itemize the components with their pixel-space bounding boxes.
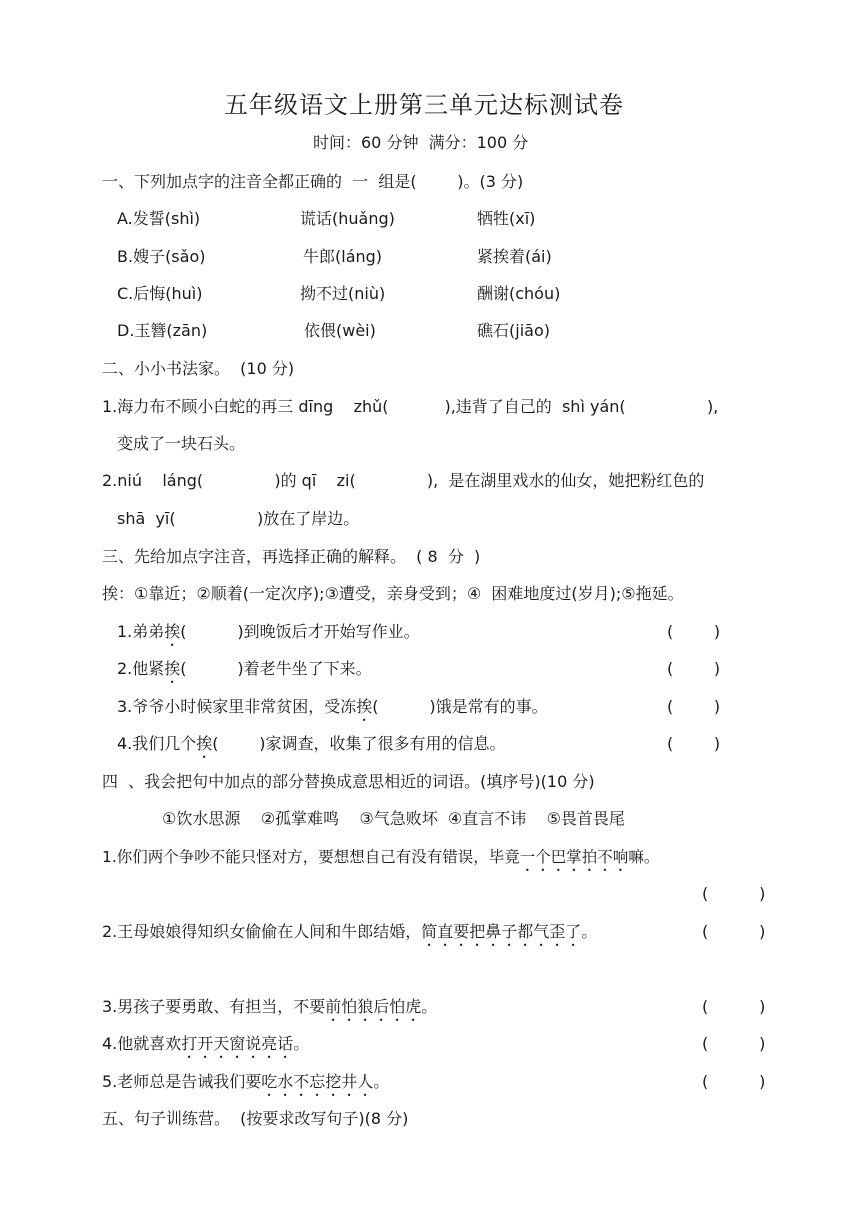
s2-question-1-line-1: 1.海力布不顾小白蛇的再三 dīng zhǔ( ),违背了自己的 shì yán( ), <box>102 397 719 416</box>
s2-question-2-line-1: 2.niú láng( )的 qī zi( ), 是在湖里戏水的仙女，她把粉红色的 <box>102 471 705 490</box>
s2-question-2-line-2: shā yī( )放在了岸边。 <box>117 509 360 528</box>
s4-item: 5.老师总是告诫我们要吃水不忘挖井人。 <box>102 1072 390 1091</box>
s4-answer-blank[interactable]: ( ) <box>702 1034 766 1053</box>
s3-item: 4.我们几个挨( )家调查，收集了很多有用的信息。 <box>117 734 506 753</box>
s4-answer-blank[interactable]: ( ) <box>702 997 766 1016</box>
s4-idiom-options: ①饮水思源 ②孤掌难鸣 ③气急败坏 ④直言不讳 ⑤畏首畏尾 <box>162 809 625 828</box>
s4-item: 4.他就喜欢打开天窗说亮话。 <box>102 1034 310 1053</box>
s3-answer-blank[interactable]: ( ) <box>667 622 721 641</box>
section-2-header: 二、小小书法家。 (10 分) <box>102 359 295 378</box>
s3-item: 3.爷爷小时候家里非常贫困，受冻挨( )饿是常有的事。 <box>117 697 548 716</box>
s1-option-a-3: 牺牲(xī) <box>477 209 536 228</box>
s4-item: 1.你们两个争吵不能只怪对方，要想想自己有没有错误，毕竟一个巴掌拍不响嘛。 <box>102 848 660 866</box>
s4-answer-blank[interactable]: ( ) <box>702 922 766 941</box>
s3-answer-blank[interactable]: ( ) <box>667 697 721 716</box>
s1-option-b-2: 牛郎(láng) <box>303 247 383 266</box>
s1-option-d-3: 礁石(jiāo) <box>477 321 550 340</box>
section-4-header: 四 、我会把句中加点的部分替换成意思相近的词语。(填序号)(10 分) <box>102 772 595 791</box>
s3-answer-blank[interactable]: ( ) <box>667 659 721 678</box>
s1-option-d-1: D.玉簪(zān) <box>117 321 208 340</box>
page-subtitle: 时间：60 分钟 满分：100 分 <box>313 133 529 152</box>
s1-option-c-3: 酬谢(chóu) <box>477 284 561 303</box>
s4-answer-blank[interactable]: ( ) <box>702 1072 766 1091</box>
s1-option-d-2: 依偎(wèi) <box>304 321 376 340</box>
s1-option-a-2: 谎话(huǎng) <box>300 209 395 228</box>
s3-item: 1.弟弟挨( )到晚饭后才开始写作业。 <box>117 622 420 641</box>
s3-definitions: 挨：①靠近；②顺着(一定次序);③遭受，亲身受到；④ 困难地度过(岁月);⑤拖延。 <box>102 584 684 603</box>
page-title: 五年级语文上册第三单元达标测试卷 <box>224 91 624 119</box>
section-5-header: 五、句子训练营。 (按要求改写句子)(8 分) <box>102 1109 409 1128</box>
section-1-header: 一、下列加点字的注音全都正确的 一 组是( )。(3 分) <box>102 172 524 191</box>
s1-option-a-1: A.发誓(shì) <box>117 209 201 228</box>
s1-option-b-1: B.嫂子(sǎo) <box>117 247 206 266</box>
s1-option-c-2: 拗不过(niù) <box>300 284 386 303</box>
s1-option-b-3: 紧挨着(ái) <box>477 247 552 266</box>
s1-option-c-1: C.后悔(huì) <box>117 284 203 303</box>
s2-question-1-line-2: 变成了一块石头。 <box>117 434 246 453</box>
s3-item: 2.他紧挨( )着老牛坐了下来。 <box>117 659 372 678</box>
s4-answer-blank[interactable]: ( ) <box>702 884 766 903</box>
s4-item: 3.男孩子要勇敢、有担当，不要前怕狼后怕虎。 <box>102 997 438 1016</box>
s4-item: 2.王母娘娘得知织女偷偷在人间和牛郎结婚，简直要把鼻子都气歪了。 <box>102 922 598 941</box>
section-3-header: 三、先给加点字注音，再选择正确的解释。 ( 8 分 ) <box>102 547 481 566</box>
s3-answer-blank[interactable]: ( ) <box>667 734 721 753</box>
